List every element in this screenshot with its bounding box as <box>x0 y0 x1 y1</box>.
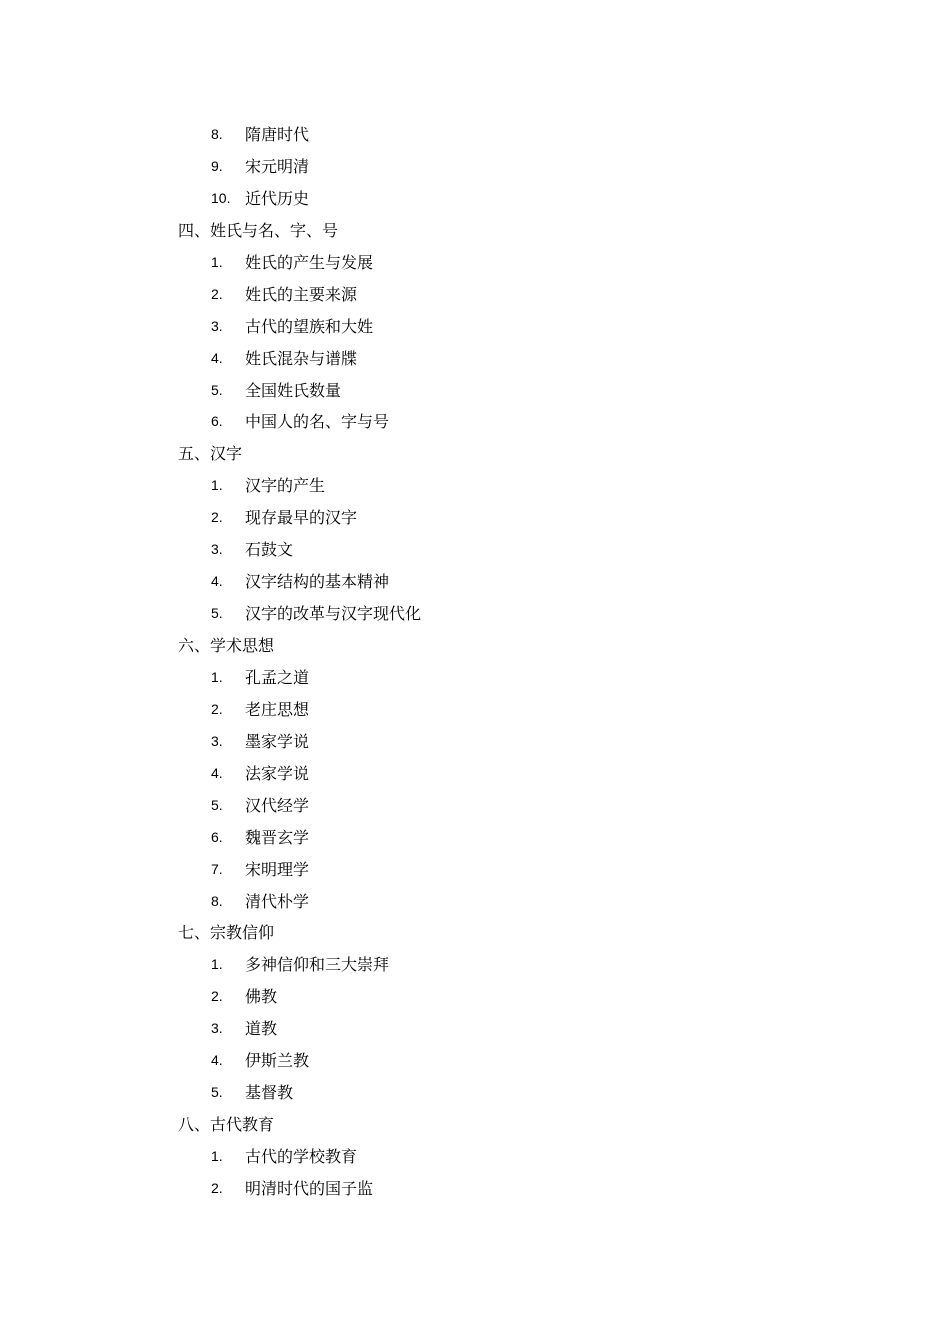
list-item-number: 3. <box>211 541 223 558</box>
list-item <box>0 726 950 758</box>
list-item-text: 古代的望族和大姓 <box>245 316 374 336</box>
list-item-text: 墨家学说 <box>245 731 310 751</box>
list-item-text: 汉字结构的基本精神 <box>245 572 390 592</box>
list-item <box>0 822 950 854</box>
list-item-text: 孔孟之道 <box>245 667 310 687</box>
list-item-number: 6. <box>211 828 223 845</box>
list-item-number: 2. <box>211 988 223 1005</box>
list-item-text: 宋明理学 <box>245 859 310 879</box>
section-heading-text: 四、姓氏与名、字、号 <box>178 220 339 240</box>
list-item-number: 2. <box>211 1179 223 1196</box>
section-heading <box>0 438 950 470</box>
list-item <box>0 886 950 918</box>
list-item <box>0 1173 950 1205</box>
list-item <box>0 311 950 343</box>
list-item <box>0 694 950 726</box>
section-heading <box>0 1109 950 1141</box>
list-item <box>0 151 950 183</box>
list-item-text: 明清时代的国子监 <box>245 1178 374 1198</box>
list-item <box>0 470 950 502</box>
section-heading <box>0 215 950 247</box>
list-item <box>0 406 950 438</box>
list-item-text: 法家学说 <box>245 763 310 783</box>
list-item-text: 佛教 <box>245 987 278 1007</box>
list-item-number: 1. <box>211 668 223 685</box>
outline-list <box>0 119 950 1205</box>
list-item-number: 1. <box>211 253 223 270</box>
list-item-number: 3. <box>211 1020 223 1037</box>
list-item-number: 7. <box>211 860 223 877</box>
section-heading <box>0 630 950 662</box>
section-heading <box>0 917 950 949</box>
list-item <box>0 598 950 630</box>
list-item-number: 1. <box>211 956 223 973</box>
list-item <box>0 1141 950 1173</box>
list-item-text: 多神信仰和三大崇拜 <box>245 955 390 975</box>
list-item-number: 3. <box>211 317 223 334</box>
list-item-text: 道教 <box>245 1019 278 1039</box>
list-item <box>0 790 950 822</box>
list-item-number: 8. <box>211 126 223 142</box>
list-item-text: 姓氏的产生与发展 <box>245 252 374 272</box>
list-item <box>0 119 950 151</box>
list-item-number: 4. <box>211 573 223 590</box>
list-item-text: 宋元明清 <box>245 156 310 176</box>
list-item-text: 石鼓文 <box>245 540 294 560</box>
section-heading-text: 八、古代教育 <box>178 1115 275 1135</box>
list-item <box>0 534 950 566</box>
list-item-number: 6. <box>211 413 223 430</box>
list-item <box>0 247 950 279</box>
list-item-number: 1. <box>211 1148 223 1164</box>
list-item <box>0 375 950 407</box>
list-item-number: 2. <box>211 285 223 302</box>
list-item-number: 5. <box>211 796 223 813</box>
list-item <box>0 854 950 886</box>
list-item <box>0 949 950 981</box>
list-item-number: 1. <box>211 477 223 494</box>
list-item <box>0 981 950 1013</box>
list-item-text: 基督教 <box>245 1083 294 1103</box>
section-heading-text: 七、宗教信仰 <box>178 923 275 943</box>
list-item-text: 姓氏的主要来源 <box>245 284 358 304</box>
list-item-text: 魏晋玄学 <box>245 827 310 847</box>
list-item-text: 现存最早的汉字 <box>245 508 358 528</box>
list-item-text: 全国姓氏数量 <box>245 380 342 400</box>
list-item-text: 隋唐时代 <box>245 125 310 144</box>
list-item-number: 4. <box>211 764 223 781</box>
list-item <box>0 662 950 694</box>
list-item-number: 5. <box>211 381 223 398</box>
list-item-number: 3. <box>211 732 223 749</box>
list-item-text: 老庄思想 <box>245 699 310 719</box>
list-item-text: 清代朴学 <box>245 891 310 911</box>
list-item-number: 4. <box>211 349 223 366</box>
list-item-number: 9. <box>211 157 223 174</box>
list-item <box>0 279 950 311</box>
list-item <box>0 183 950 215</box>
list-item-number: 2. <box>211 509 223 526</box>
list-item <box>0 1045 950 1077</box>
list-item-number: 5. <box>211 605 223 622</box>
list-item-text: 汉代经学 <box>245 795 310 815</box>
list-item-number: 8. <box>211 892 223 909</box>
list-item-text: 中国人的名、字与号 <box>245 412 390 432</box>
list-item-number: 4. <box>211 1052 223 1069</box>
section-heading-text: 六、学术思想 <box>178 636 275 655</box>
list-item-text: 汉字的改革与汉字现代化 <box>245 604 422 624</box>
list-item-number: 5. <box>211 1084 223 1101</box>
list-item-number: 2. <box>211 700 223 717</box>
list-item-text: 古代的学校教育 <box>245 1147 358 1166</box>
list-item <box>0 1013 950 1045</box>
list-item-number: 10. <box>211 189 231 206</box>
list-item <box>0 1077 950 1109</box>
list-item <box>0 758 950 790</box>
list-item-text: 伊斯兰教 <box>245 1051 310 1071</box>
list-item <box>0 566 950 598</box>
list-item-text: 姓氏混杂与谱牒 <box>245 348 358 368</box>
list-item <box>0 343 950 375</box>
section-heading-text: 五、汉字 <box>178 444 243 464</box>
list-item-text: 近代历史 <box>245 188 310 208</box>
list-item-text: 汉字的产生 <box>245 476 326 496</box>
list-item <box>0 502 950 534</box>
